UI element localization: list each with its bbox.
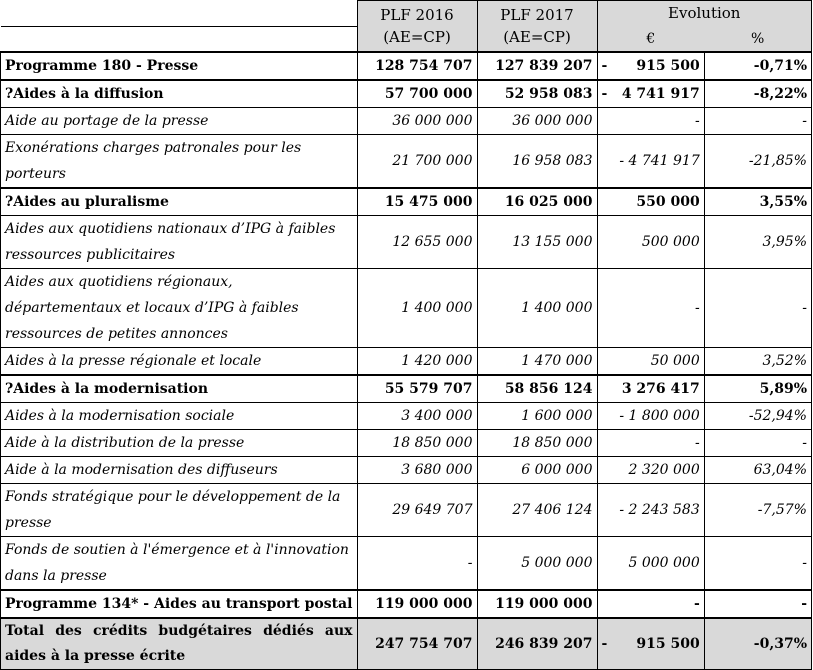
row-2017: 1 470 000	[477, 347, 597, 375]
table-row	[1, 134, 812, 188]
row-2016: 18 850 000	[357, 429, 477, 456]
header-plf2016	[357, 1, 477, 52]
row-label: ?Aides au pluralisme	[1, 188, 358, 216]
row-pct: -0,37%	[704, 618, 811, 670]
row-2016: 57 700 000	[357, 80, 477, 108]
row-label: Aides aux quotidiens régionaux, départementaux et locaux d’IPG à faibles ressources de petites annonces	[1, 268, 358, 347]
row-label: Fonds stratégique pour le développement de la presse	[1, 483, 358, 536]
table-row	[1, 429, 812, 456]
table-row	[1, 215, 812, 268]
header-eur: €	[597, 27, 704, 52]
row-label: ?Aides à la modernisation	[1, 375, 358, 403]
row-2016: 15 475 000	[357, 188, 477, 216]
header-plf2017-title: PLF 2017	[500, 5, 574, 24]
row-evol: 2 320 000	[597, 456, 704, 483]
table-row	[1, 347, 812, 375]
row-evol-value: 915 500	[636, 57, 700, 74]
row-2016: 12 655 000	[357, 215, 477, 268]
row-evol: - 2 243 583	[597, 483, 704, 536]
row-label: Exonérations charges patronales pour les porteurs	[1, 134, 358, 188]
total-row	[1, 618, 812, 670]
row-evol-prefix: -	[601, 635, 608, 652]
header-evolution: Evolution	[597, 1, 812, 27]
header-blank-cell	[1, 1, 358, 27]
row-pct: -	[704, 429, 811, 456]
row-pct: 3,52%	[704, 347, 811, 375]
row-evol	[597, 52, 704, 80]
row-2017: 1 400 000	[477, 268, 597, 347]
row-2016: 1 420 000	[357, 347, 477, 375]
row-2017: 5 000 000	[477, 536, 597, 590]
row-pct: -0,71%	[704, 52, 811, 80]
row-2017: 16 025 000	[477, 188, 597, 216]
row-2016: 3 680 000	[357, 456, 477, 483]
header-blank-cell-2	[1, 27, 358, 52]
table-row	[1, 375, 812, 403]
row-2016: 3 400 000	[357, 402, 477, 429]
row-label: Aide à la modernisation des diffuseurs	[1, 456, 358, 483]
row-2017: 27 406 124	[477, 483, 597, 536]
row-2016: 119 000 000	[357, 590, 477, 618]
row-evol: -	[597, 429, 704, 456]
row-label: Aide à la distribution de la presse	[1, 429, 358, 456]
row-2016: 1 400 000	[357, 268, 477, 347]
table-row	[1, 80, 812, 108]
header-plf2017	[477, 1, 597, 52]
row-evol	[597, 618, 704, 670]
row-evol	[597, 80, 704, 108]
row-evol-value: 915 500	[636, 635, 700, 652]
header-plf2016-sub: (AE=CP)	[383, 27, 451, 46]
row-evol: 500 000	[597, 215, 704, 268]
row-2016: 55 579 707	[357, 375, 477, 403]
row-2016: 247 754 707	[357, 618, 477, 670]
row-evol: 550 000	[597, 188, 704, 216]
table-row	[1, 52, 812, 80]
row-2017: 1 600 000	[477, 402, 597, 429]
row-2017: 16 958 083	[477, 134, 597, 188]
row-label: Programme 134* - Aides au transport postal	[1, 590, 358, 618]
row-evol: - 1 800 000	[597, 402, 704, 429]
row-pct: -	[704, 268, 811, 347]
table-row	[1, 483, 812, 536]
row-2017: 127 839 207	[477, 52, 597, 80]
row-pct: 3,55%	[704, 188, 811, 216]
row-2017: 36 000 000	[477, 107, 597, 134]
table-row	[1, 536, 812, 590]
row-label: ?Aides à la diffusion	[1, 80, 358, 108]
row-pct: 3,95%	[704, 215, 811, 268]
row-pct: -	[704, 536, 811, 590]
row-2016: 128 754 707	[357, 52, 477, 80]
row-pct: 5,89%	[704, 375, 811, 403]
row-2017: 6 000 000	[477, 456, 597, 483]
row-label: Total des crédits budgétaires dédiés aux aides à la presse écrite	[1, 618, 358, 670]
row-evol: 5 000 000	[597, 536, 704, 590]
table-row	[1, 456, 812, 483]
row-pct: 63,04%	[704, 456, 811, 483]
row-2017: 52 958 083	[477, 80, 597, 108]
row-evol: - 4 741 917	[597, 134, 704, 188]
row-2017: 58 856 124	[477, 375, 597, 403]
header-plf2016-title: PLF 2016	[380, 5, 454, 24]
row-2016: 21 700 000	[357, 134, 477, 188]
table-row	[1, 188, 812, 216]
row-pct: -	[704, 590, 811, 618]
row-evol: 50 000	[597, 347, 704, 375]
row-label: Fonds de soutien à l'émergence et à l'innovation dans la presse	[1, 536, 358, 590]
row-pct: -52,94%	[704, 402, 811, 429]
table-row	[1, 268, 812, 347]
header-plf2017-sub: (AE=CP)	[503, 27, 571, 46]
row-evol-value: 4 741 917	[621, 85, 700, 102]
row-evol-prefix: -	[601, 85, 608, 102]
row-pct: -7,57%	[704, 483, 811, 536]
row-pct: -21,85%	[704, 134, 811, 188]
row-2017: 18 850 000	[477, 429, 597, 456]
table-row	[1, 107, 812, 134]
row-2016: 36 000 000	[357, 107, 477, 134]
row-2016: 29 649 707	[357, 483, 477, 536]
row-label: Aides à la presse régionale et locale	[1, 347, 358, 375]
row-2016: -	[357, 536, 477, 590]
row-evol-prefix: -	[601, 57, 608, 74]
table-row	[1, 402, 812, 429]
row-pct: -8,22%	[704, 80, 811, 108]
row-label: Programme 180 - Presse	[1, 52, 358, 80]
row-2017: 119 000 000	[477, 590, 597, 618]
row-label: Aide au portage de la presse	[1, 107, 358, 134]
row-2017: 246 839 207	[477, 618, 597, 670]
row-label: Aides à la modernisation sociale	[1, 402, 358, 429]
table-row	[1, 590, 812, 618]
row-evol: 3 276 417	[597, 375, 704, 403]
row-2017: 13 155 000	[477, 215, 597, 268]
row-evol: -	[597, 268, 704, 347]
header-pct: %	[704, 27, 811, 52]
header-row	[1, 1, 812, 27]
row-label: Aides aux quotidiens nationaux d’IPG à faibles ressources publicitaires	[1, 215, 358, 268]
row-evol: -	[597, 590, 704, 618]
row-pct: -	[704, 107, 811, 134]
row-evol: -	[597, 107, 704, 134]
